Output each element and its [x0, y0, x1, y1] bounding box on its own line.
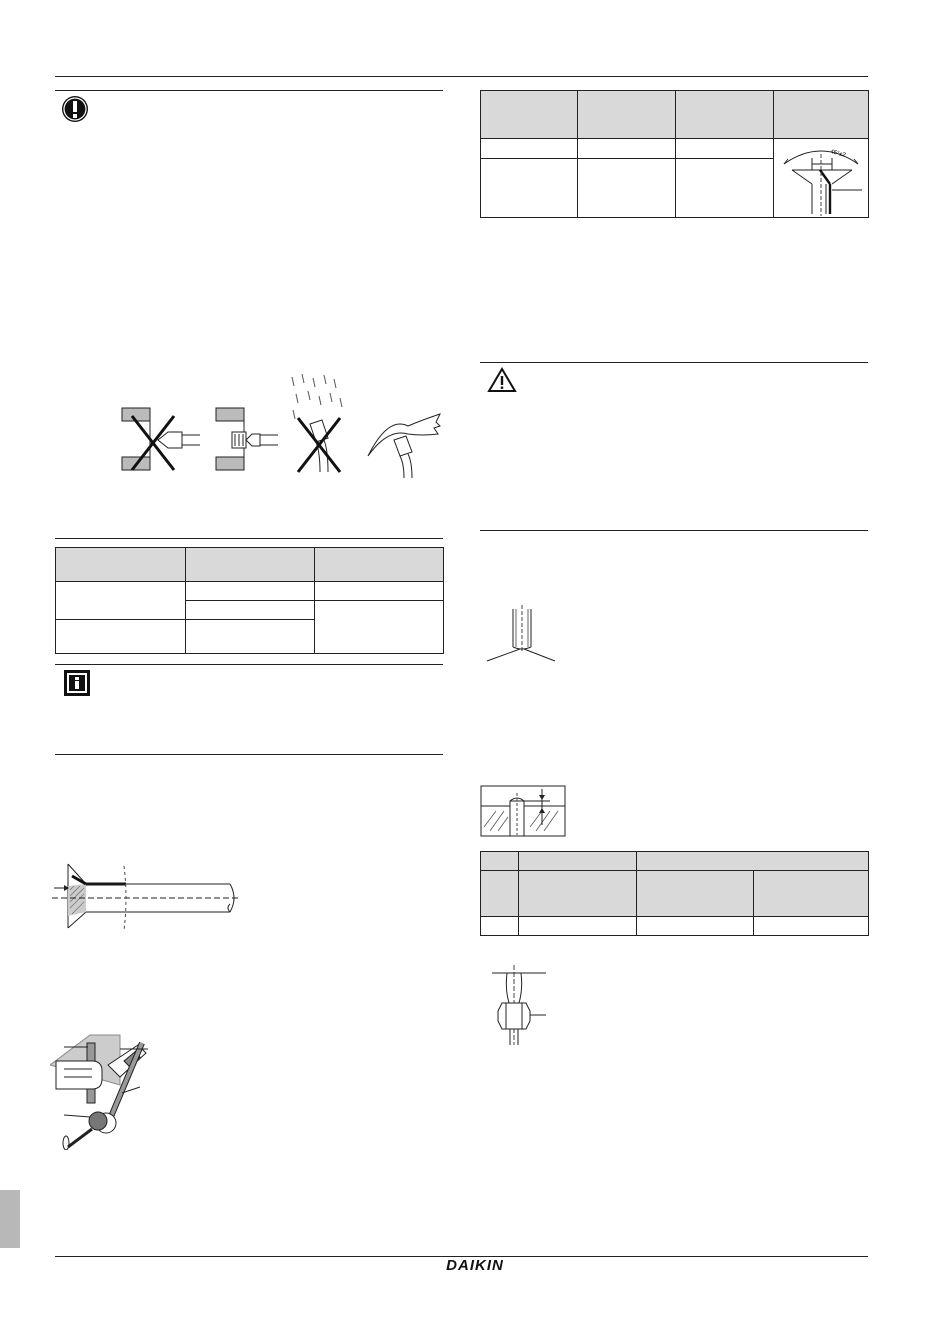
table-header-cell — [578, 91, 676, 139]
info-bottom-rule — [55, 754, 443, 755]
table-cell — [637, 917, 754, 936]
table-header-cell — [637, 852, 869, 871]
table-cell — [578, 159, 676, 218]
pipe-table-left — [55, 547, 444, 654]
table-header-cell — [754, 871, 869, 917]
daikin-logo: DAIKIN — [446, 1257, 504, 1274]
table-cell — [315, 601, 444, 654]
caution-triangle-icon — [487, 367, 517, 393]
table-header-cell — [481, 871, 519, 917]
table-cell — [186, 620, 315, 654]
table-cell — [754, 917, 869, 936]
table-cell — [315, 582, 444, 601]
table-cell — [481, 917, 519, 936]
flare-pipe-figure — [50, 856, 250, 936]
info-box-icon — [63, 669, 91, 697]
flare-angle-diagram — [774, 140, 868, 216]
table-cell — [186, 601, 315, 620]
two-wrench-figure — [50, 1025, 160, 1150]
exclamation-circle-icon — [60, 94, 90, 124]
table-cell — [481, 139, 578, 159]
table-cell — [578, 139, 676, 159]
table-cell — [676, 159, 774, 218]
table-header-cell — [519, 852, 637, 871]
table-cell — [676, 139, 774, 159]
dimension-table — [480, 851, 869, 936]
info-top-rule — [55, 664, 443, 665]
table-cell — [774, 139, 869, 218]
table-cell — [481, 159, 578, 218]
table-header-cell — [315, 548, 444, 582]
table-cell — [56, 620, 186, 654]
flare-angle-label: 45°±2 — [829, 149, 847, 159]
table-header-cell — [519, 871, 637, 917]
table-header-cell — [481, 91, 578, 139]
table-cell — [186, 582, 315, 601]
table-cell — [519, 917, 637, 936]
table-header-cell — [481, 852, 519, 871]
table-header-cell — [56, 548, 186, 582]
notice-top-rule — [55, 90, 443, 91]
torque-table — [480, 90, 869, 218]
caution-top-rule — [480, 362, 868, 363]
table-header-cell — [676, 91, 774, 139]
flare-nut-figure — [488, 965, 550, 1045]
table-header-cell — [774, 91, 869, 139]
pipe-end-figure — [485, 605, 557, 665]
table-top-rule — [55, 538, 443, 539]
side-chapter-tab — [0, 1190, 20, 1248]
table-header-cell — [637, 871, 754, 917]
caution-bottom-rule — [480, 530, 868, 531]
table-header-cell — [186, 548, 315, 582]
flare-handling-illustration — [110, 372, 445, 482]
table-cell — [56, 582, 186, 620]
flare-tool-figure — [480, 785, 566, 837]
header-rule — [55, 76, 868, 77]
